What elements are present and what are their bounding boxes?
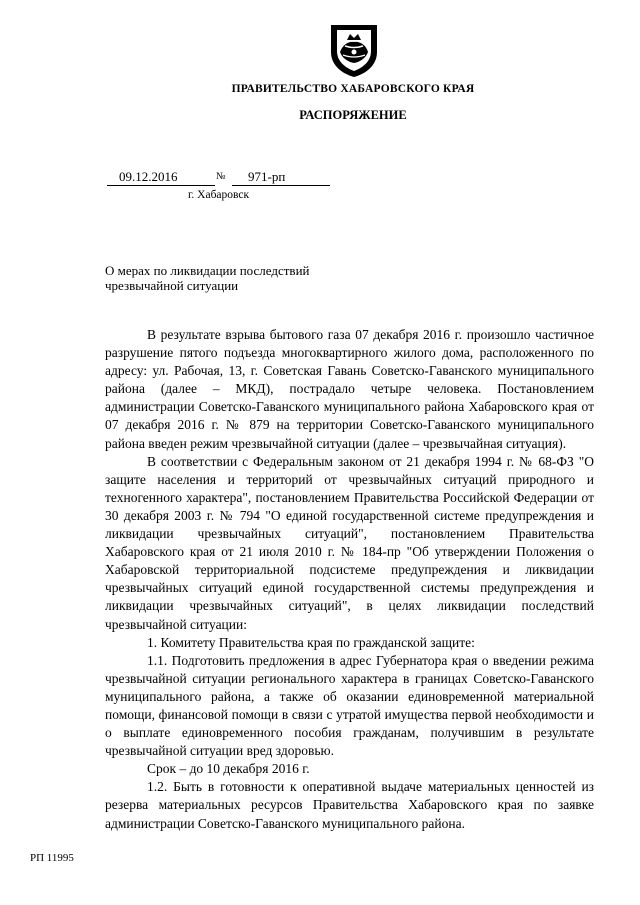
subject-line: О мерах по ликвидации последствий (105, 263, 310, 278)
paragraph: 1. Комитету Правительства края по гражданской защите: (147, 634, 475, 650)
khabarovsk-coat-of-arms-icon (327, 22, 381, 78)
government-title: ПРАВИТЕЛЬСТВО ХАБАРОВСКОГО КРАЯ (231, 83, 475, 95)
footer-code: РП 11995 (30, 852, 74, 864)
paragraph: 1.2. Быть в готовности к оперативной выдаче материальных ценностей из резерва материальных ресурсов Правительства Хабаровского края по заявке администрации Советско-Гаванского муниципального района. (105, 779, 594, 831)
document-number: 971-рп (248, 169, 286, 184)
document-date: 09.12.2016 (119, 169, 178, 184)
paragraph: В результате взрыва бытового газа 07 декабря 2016 г. произошло частичное разрушение пятого подъезда многоквартирного жилого дома, расположенного по адресу: ул. Рабочая, 13, г. Советская Гавань Советско-Гаванского муниципального района (далее – МКД), пострадало четыре человека. Постановлением администрации Советско-Гаванского муниципального района Хабаровского края от 07 декабря 2016 г. № 879 на территории Советско-Гаванского муниципального района введен режим чрезвычайной ситуации (далее – чрезвычайная ситуация). (105, 327, 594, 451)
paragraph: 1.1. Подготовить предложения в адрес Губернатора края о введении режима чрезвычайной ситуации регионального характера в границах Советско-Гаванского муниципального района, а также об оказании единовременной материальной помощи, финансовой помощи в связи с утратой имущества первой необходимости и о выплате единовременного пособия гражданам, получившим в результате чрезвычайной ситуации вред здоровью. (105, 652, 594, 759)
subject-line: чрезвычайной ситуации (105, 278, 239, 293)
document-type: РАСПОРЯЖЕНИЕ (299, 108, 407, 122)
number-underline (232, 185, 330, 186)
paragraph: Срок – до 10 декабря 2016 г. (147, 761, 310, 777)
date-underline (107, 185, 215, 186)
number-sign: № (216, 171, 226, 182)
document-body (105, 326, 594, 833)
city: г. Хабаровск (188, 189, 250, 201)
paragraph: В соответствии с Федеральным законом от 21 декабря 1994 г. № 68-ФЗ "О защите населения и территорий от чрезвычайных ситуаций природного и техногенного характера", постановлением Правительства Российской Федерации от 30 декабря 2003 г. № 794 "О единой государственной системе предупреждения и ликвидации чрезвычайных ситуаций", постановлением Правительства Хабаровского края от 21 июля 2010 г. № 184-пр "Об утверждении Положения о Хабаровской территориальной подсистеме предупреждения и ликвидации чрезвычайных ситуаций единой государственной системы предупреждения и ликвидации чрезвычайных ситуаций", в целях ликвидации последствий чрезвычайной ситуации: (105, 453, 594, 632)
document-subject (105, 263, 405, 293)
